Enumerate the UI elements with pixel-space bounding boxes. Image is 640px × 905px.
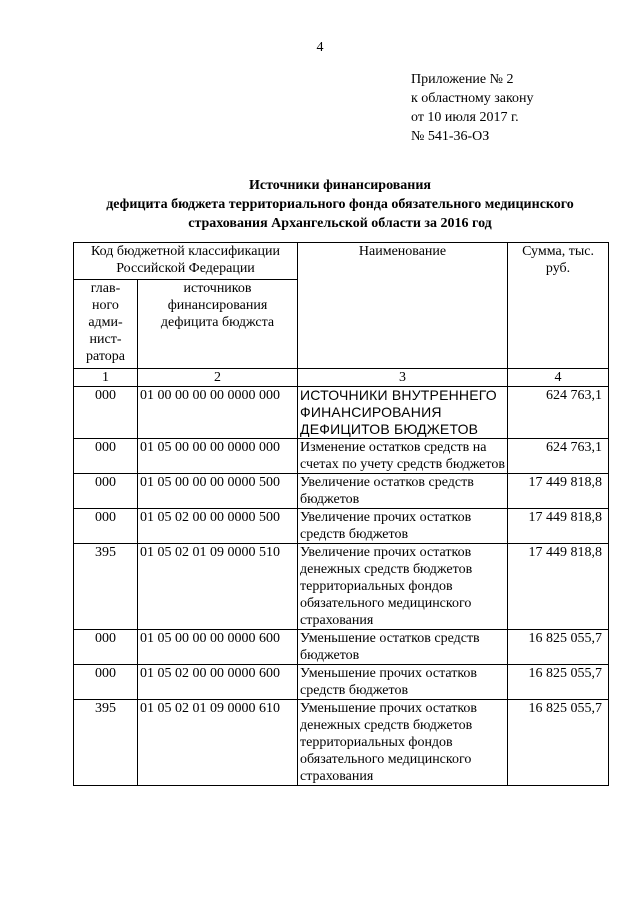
header-name: Наименование: [298, 243, 508, 369]
classification-code-cell: 01 05 00 00 00 0000 600: [138, 630, 298, 665]
header-code-group: Код бюджетной классификации Российской Федерации: [74, 243, 298, 280]
admin-code-cell: 000: [74, 387, 138, 439]
admin-code-cell: 000: [74, 474, 138, 509]
sum-cell: 17 449 818,8: [508, 544, 609, 630]
table-row: [74, 700, 609, 786]
document-title: [60, 176, 620, 233]
classification-code-cell: 01 05 00 00 00 0000 000: [138, 439, 298, 474]
classification-code-cell: 01 05 00 00 00 0000 500: [138, 474, 298, 509]
sum-cell: 624 763,1: [508, 439, 609, 474]
classification-code-cell: 01 05 02 00 00 0000 500: [138, 509, 298, 544]
page-number: 4: [316, 40, 324, 55]
sum-cell: 17 449 818,8: [508, 474, 609, 509]
classification-code-cell: 01 05 02 01 09 0000 610: [138, 700, 298, 786]
sum-cell: 16 825 055,7: [508, 630, 609, 665]
header-admin: глав- ного адми- нист- ратора: [74, 280, 138, 369]
table-row: [74, 439, 609, 474]
appendix-line: от 10 июля 2017 г.: [411, 110, 519, 125]
column-number: 1: [74, 369, 138, 387]
admin-code-cell: 000: [74, 630, 138, 665]
table-row: [74, 474, 609, 509]
financing-sources-table: [73, 242, 609, 786]
table-row: [74, 665, 609, 700]
numbering-row: [74, 369, 609, 387]
name-cell: Увеличение прочих остатков средств бюджетов: [298, 509, 508, 544]
table-row: [74, 544, 609, 630]
column-number: 2: [138, 369, 298, 387]
appendix-line: к областному закону: [411, 91, 534, 106]
sum-cell: 16 825 055,7: [508, 665, 609, 700]
appendix-block: [411, 70, 534, 146]
classification-code-cell: 01 00 00 00 00 0000 000: [138, 387, 298, 439]
name-cell: Уменьшение прочих остатков средств бюджетов: [298, 665, 508, 700]
appendix-line: № 541-36-ОЗ: [411, 129, 490, 144]
name-cell: ИСТОЧНИКИ ВНУТРЕННЕГО ФИНАНСИРОВАНИЯ ДЕФИЦИТОВ БЮДЖЕТОВ: [298, 387, 508, 439]
name-cell: Увеличение прочих остатков денежных средств бюджетов территориальных фондов обязательного медицинского страхования: [298, 544, 508, 630]
column-number: 4: [508, 369, 609, 387]
title-line: страхования Архангельской области за 2016 год: [188, 216, 492, 231]
title-line: дефицита бюджета территориального фонда обязательного медицинского: [106, 197, 574, 212]
name-cell: Изменение остатков средств на счетах по учету средств бюджетов: [298, 439, 508, 474]
sum-cell: 17 449 818,8: [508, 509, 609, 544]
admin-code-cell: 000: [74, 665, 138, 700]
name-cell: Уменьшение остатков средств бюджетов: [298, 630, 508, 665]
name-cell: Уменьшение прочих остатков денежных средств бюджетов территориальных фондов обязательного медицинского страхования: [298, 700, 508, 786]
column-number: 3: [298, 369, 508, 387]
table-row: [74, 387, 609, 439]
classification-code-cell: 01 05 02 00 00 0000 600: [138, 665, 298, 700]
admin-code-cell: 000: [74, 439, 138, 474]
table-header-row: [74, 243, 609, 280]
admin-code-cell: 395: [74, 700, 138, 786]
sum-cell: 16 825 055,7: [508, 700, 609, 786]
classification-code-cell: 01 05 02 01 09 0000 510: [138, 544, 298, 630]
name-cell: Увеличение остатков средств бюджетов: [298, 474, 508, 509]
sum-cell: 624 763,1: [508, 387, 609, 439]
title-line: Источники финансирования: [249, 178, 431, 193]
header-sum: Сумма, тыс. руб.: [508, 243, 609, 369]
table-row: [74, 630, 609, 665]
admin-code-cell: 395: [74, 544, 138, 630]
admin-code-cell: 000: [74, 509, 138, 544]
header-source: источников финансирования дефицита бюджста: [138, 280, 298, 369]
appendix-line: Приложение № 2: [411, 72, 514, 87]
table-row: [74, 509, 609, 544]
